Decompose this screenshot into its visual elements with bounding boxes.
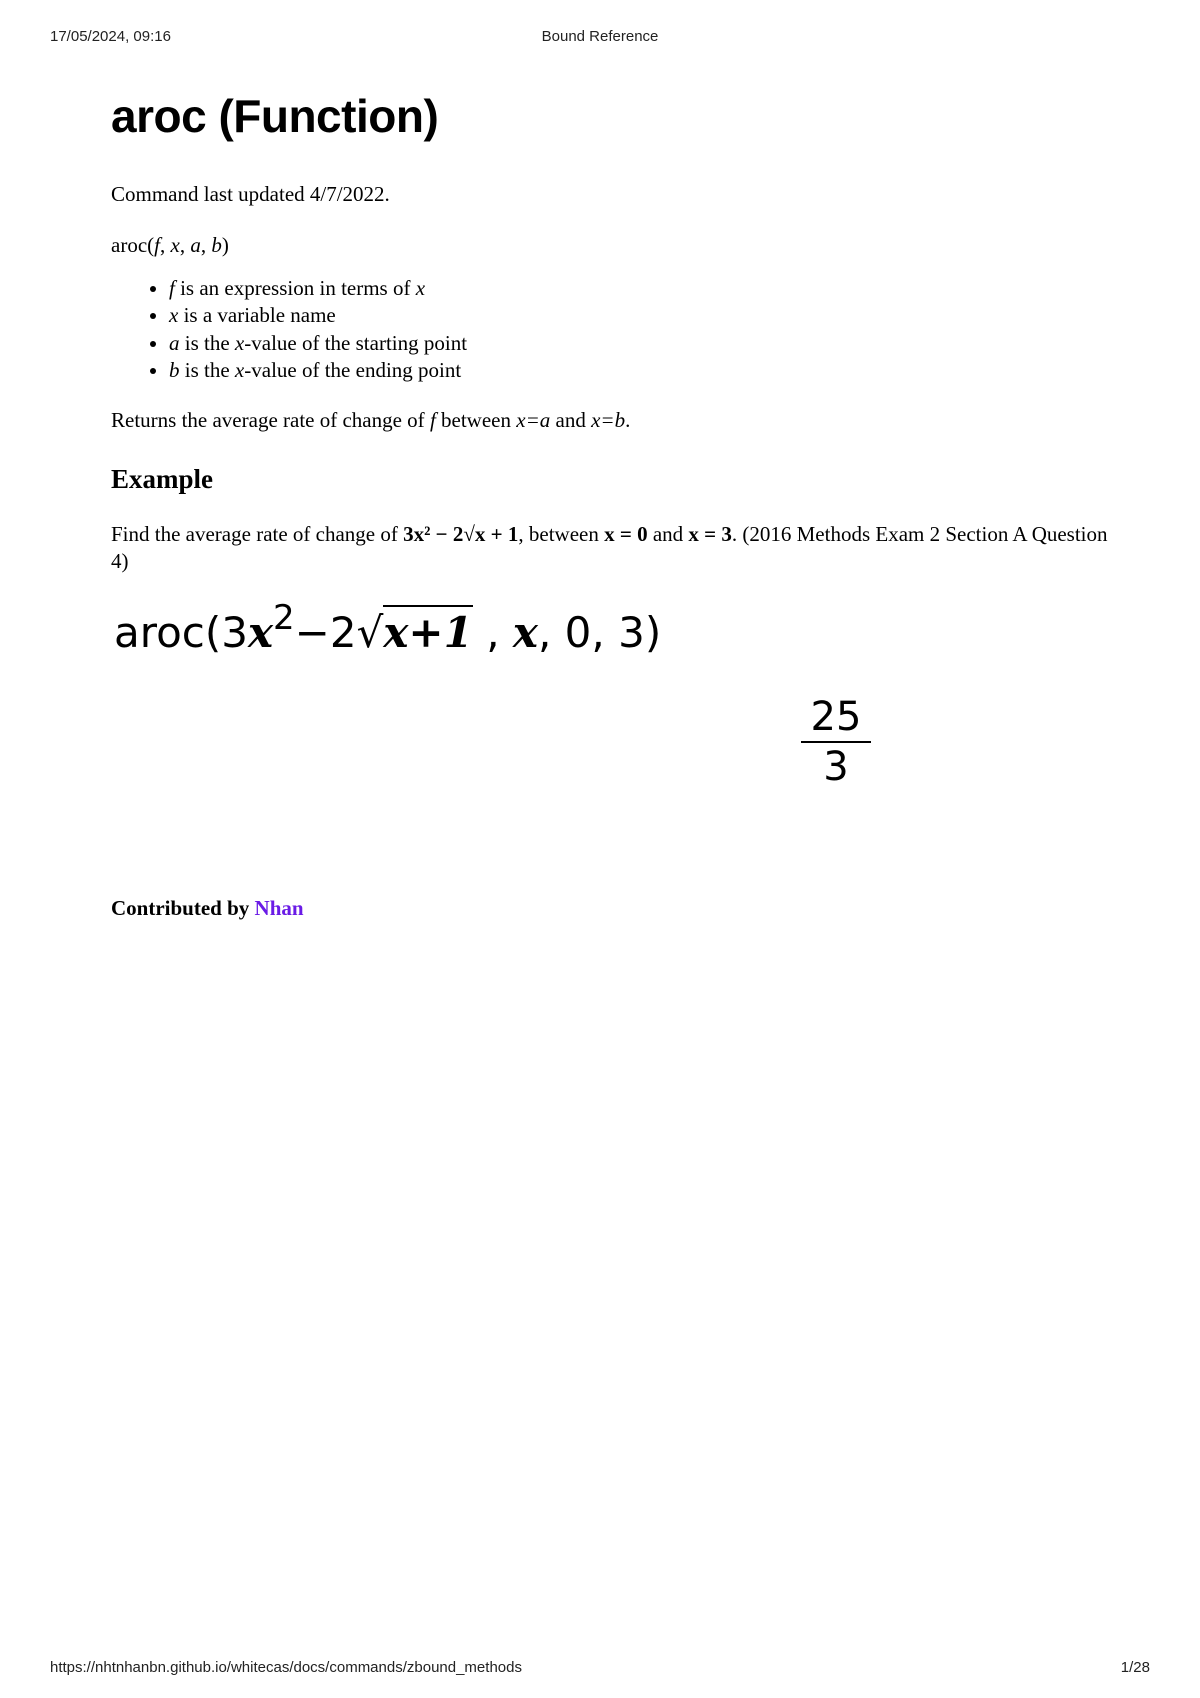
main-content [111,90,1111,922]
example-condition-a: x = 0 [604,521,648,546]
param-item-f: • f is an expression in terms of x [169,275,1111,303]
result-denominator: 3 [823,743,849,790]
result-numerator: 25 [801,695,871,743]
calculator-result [801,695,871,789]
calculator-input: $aroc(3x^2-2√x+1$ , x, 0, 3) [114,597,662,657]
param-item-x: • x is a variable name [169,302,1111,330]
example-description: Find the average rate of change of 3x² − 2√x + 1, between x = 0 and x = 3. (2016 Methods Exam 2 Section A Question 4) [111,521,1108,573]
print-url: https://nhtnhanbn.github.io/whitecas/docs/commands/zbound_methods [50,1659,522,1676]
page-title: aroc (Function) [111,90,439,142]
print-page-number: 1/28 [1120,1659,1150,1676]
calculator-example [111,597,1111,867]
function-signature: aroc(f, x, a, b) [111,232,229,257]
contributor-line: Contributed by Nhan [111,895,304,920]
param-item-b: • b is the x-value of the ending point [169,357,1111,385]
example-heading: Example [111,463,214,494]
example-expression: 3x² − 2√x + 1 [403,521,519,546]
param-item-a: • a is the x-value of the starting point [169,330,1111,358]
parameter-list [111,275,1111,385]
print-datetime: 17/05/2024, 09:16 [50,28,171,45]
returns-description: Returns the average rate of change of f between x=a and x=b. [111,407,631,432]
print-doc-title: Bound Reference [541,28,659,45]
last-updated-note: Command last updated 4/7/2022. [111,181,390,206]
example-condition-b: x = 3 [688,521,732,546]
contributor-link[interactable]: Nhan [254,895,304,920]
